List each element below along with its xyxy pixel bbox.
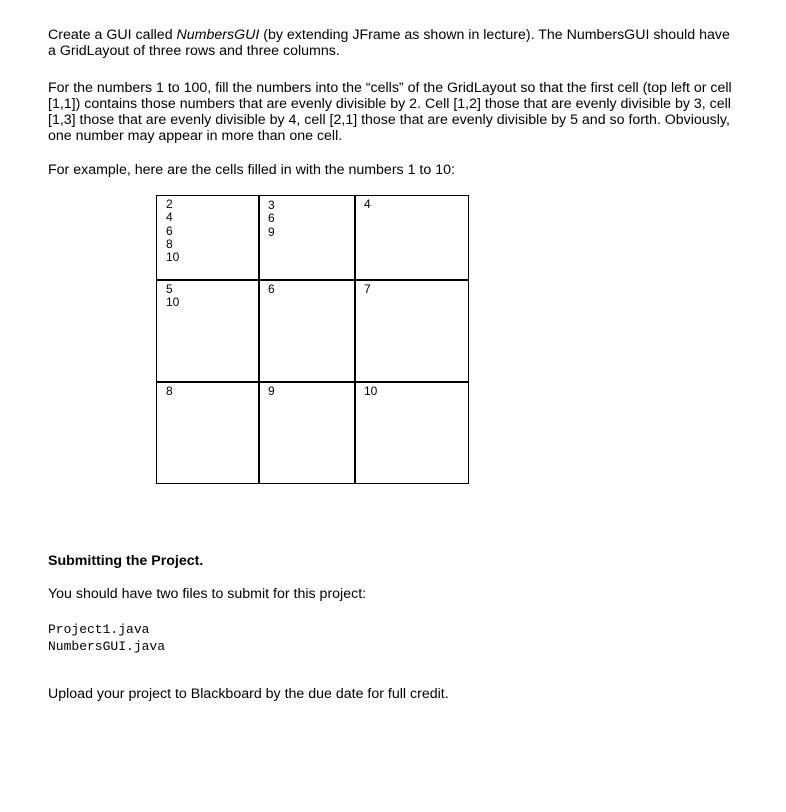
- file-name: Project1.java: [48, 622, 150, 637]
- cell-number: 2: [166, 197, 173, 211]
- cell-number: 9: [268, 384, 275, 398]
- example-intro-paragraph: For example, here are the cells filled in with the numbers 1 to 10:: [48, 162, 455, 178]
- grid-cell-1-2: [258, 195, 356, 281]
- grid-cell-2-2: [258, 279, 356, 383]
- cell-number: 10: [166, 295, 180, 310]
- cell-number: 6: [166, 223, 173, 238]
- cell-number: 6: [268, 211, 275, 226]
- cell-number: 6: [268, 282, 275, 296]
- cell-number: 3: [268, 198, 275, 212]
- file-list: [48, 621, 165, 655]
- grid-cell-1-1: [156, 195, 260, 281]
- cell-number: 7: [364, 282, 371, 296]
- cell-number: 8: [166, 236, 173, 251]
- grid-cell-3-3: [354, 381, 469, 484]
- intro-text-end: (by extending JFrame as shown in lecture). The NumbersGUI should have a GridLayout of three rows and three columns.: [48, 27, 730, 59]
- intro-paragraph: [48, 27, 738, 59]
- grid-cell-3-2: [258, 381, 356, 484]
- cell-number: 8: [166, 384, 173, 398]
- grid-cell-2-3: [354, 279, 469, 383]
- closing-paragraph: Upload your project to Blackboard by the due date for full credit.: [48, 686, 449, 702]
- grid-cell-2-1: [156, 279, 260, 383]
- cell-number: 9: [268, 224, 275, 239]
- grid-cell-1-3: [354, 195, 469, 281]
- example-grid: [156, 195, 469, 484]
- cell-number: 10: [364, 384, 378, 398]
- submission-heading: Submitting the Project.: [48, 553, 204, 569]
- grid-cell-3-1: [156, 381, 260, 484]
- rules-paragraph: For the numbers 1 to 100, fill the numbers into the “cells” of the GridLayout so that the first cell (top left or cell [1,1]) contains those numbers that are evenly divisible by 2. Cell [1,2] those that are evenly divisible by 3, cell [1,3] those that are evenly divisible by 4, cell [2,1] those that are evenly divisible by 5 and so forth. Obviously, one number may appear in more than one cell.: [48, 80, 732, 144]
- submission-intro: You should have two files to submit for this project:: [48, 586, 367, 602]
- cell-number: 5: [166, 282, 173, 296]
- cell-number: 4: [364, 197, 371, 211]
- file-name: NumbersGUI.java: [48, 639, 166, 654]
- cell-number: 10: [166, 250, 180, 265]
- cell-number: 4: [166, 210, 173, 225]
- intro-text-start: Create a GUI called: [48, 27, 177, 43]
- class-name-emphasis: NumbersGUI: [176, 27, 260, 43]
